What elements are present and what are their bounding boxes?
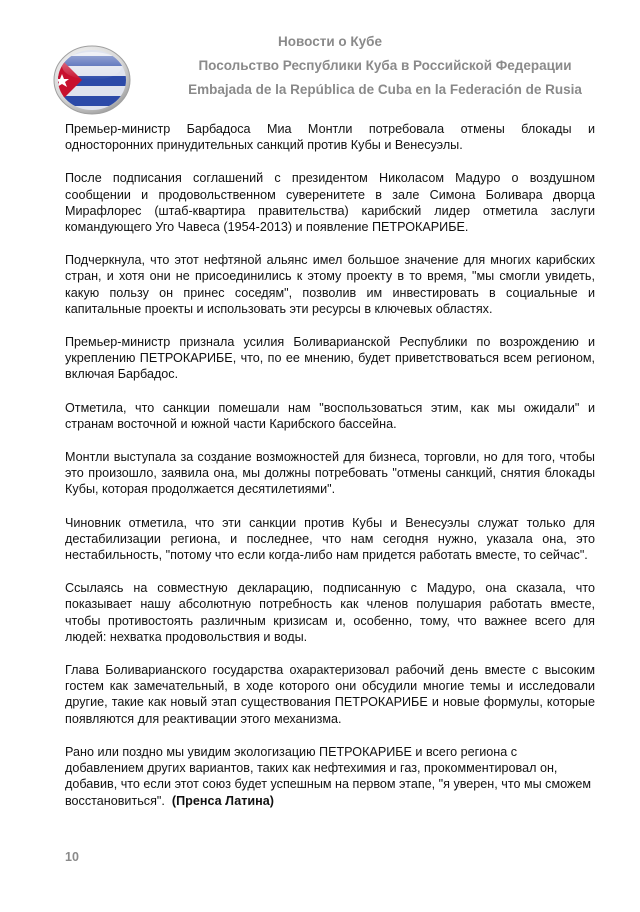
final-paragraph-text: Рано или поздно мы увидим экологизацию ПЕТРОКАРИБЕ и всего региона с добавлением других вариантов, таких как нефтехимия и газ, прокомментировал он, добавив, что если этот союз будет успешным на первом этапе, "я уверен, что мы сможем восстановиться". [65,744,592,808]
article-paragraph: Монтли выступала за создание возможностей для бизнеса, торговли, но для того, чтобы это произошло, заявила она, мы должны потребовать "отмены санкций, снятия блокады Кубы, которая продолжается десятилетиями". [65,450,595,497]
article-paragraph: Отметила, что санкции помешали нам "воспользоваться этим, как мы ожидали" и странам восточной и южной части Карибского бассейна. [65,400,595,431]
header-embassy-es: Embajada de la República de Cuba en la Federación de Rusia [188,82,582,97]
news-source: (Пренса Латина) [171,793,274,808]
article-body [65,121,595,826]
article-paragraph: После подписания соглашений с президентом Николасом Мадуро о воздушном сообщении и продовольственном суверенитете в зале Симона Боливара дворца Мирафлорес (штаб-квартира правительства) карибский лидер отметила заслуги командующего Уго Чавеса (1954-2013) и появление ПЕТРОКАРИБЕ. [65,171,595,235]
article-paragraph: Глава Боливарианского государства охарактеризовал рабочий день вместе с высоким гостем как замечательный, в ходе которого они обсудили многие темы и исследовали другие, такие как новый этап существования ПЕТРОКАРИБЕ и новые формулы, которые появляются для реактивации этого механизма. [65,663,595,726]
article-paragraph: Чиновник отметила, что эти санкции против Кубы и Венесуэлы служат только для дестабилизации региона, и последнее, что нам сегодня нужно, указала она, это нестабильность, "потому что если когда-либо нам придется работать вместе, то сейчас". [65,515,595,563]
header-title: Новости о Кубе [278,34,382,49]
article-final-paragraph [65,744,595,809]
article-paragraph: Премьер-министр Барбадоса Миа Монтли потребовала отмены блокады и односторонних принудительных санкций против Кубы и Венесуэлы. [65,122,595,153]
article-paragraph: Ссылаясь на совместную декларацию, подписанную с Мадуро, она сказала, что показывает нашу абсолютную потребность как членов полушария работать вместе, чтобы противостоять различным кризисам и, особенно, тому, что важнее всего для людей: нехватка продовольствия и воды. [65,581,595,644]
cuban-flag-globe-icon [52,44,132,116]
article-paragraph: Подчеркнула, что этот нефтяной альянс имел большое значение для многих карибских стран, и хотя они не присоединились к этому проекту в то время, "мы смогли увидеть, какую пользу он принес соседям", позволив им инвестировать в социальные и капитальные проекты и использовать эти ресурсы в ключевых областях. [65,253,595,316]
page-header [0,0,640,110]
header-embassy-ru: Посольство Республики Куба в Российской Федерации [198,58,572,73]
page-number: 10 [65,850,79,864]
article-paragraph: Премьер-министр признала усилия Боливарианской Республики по возрождению и укреплению ПЕТРОКАРИБЕ, что, по ее мнению, будет приветствоваться всем регионом, включая Барбадос. [65,335,595,382]
